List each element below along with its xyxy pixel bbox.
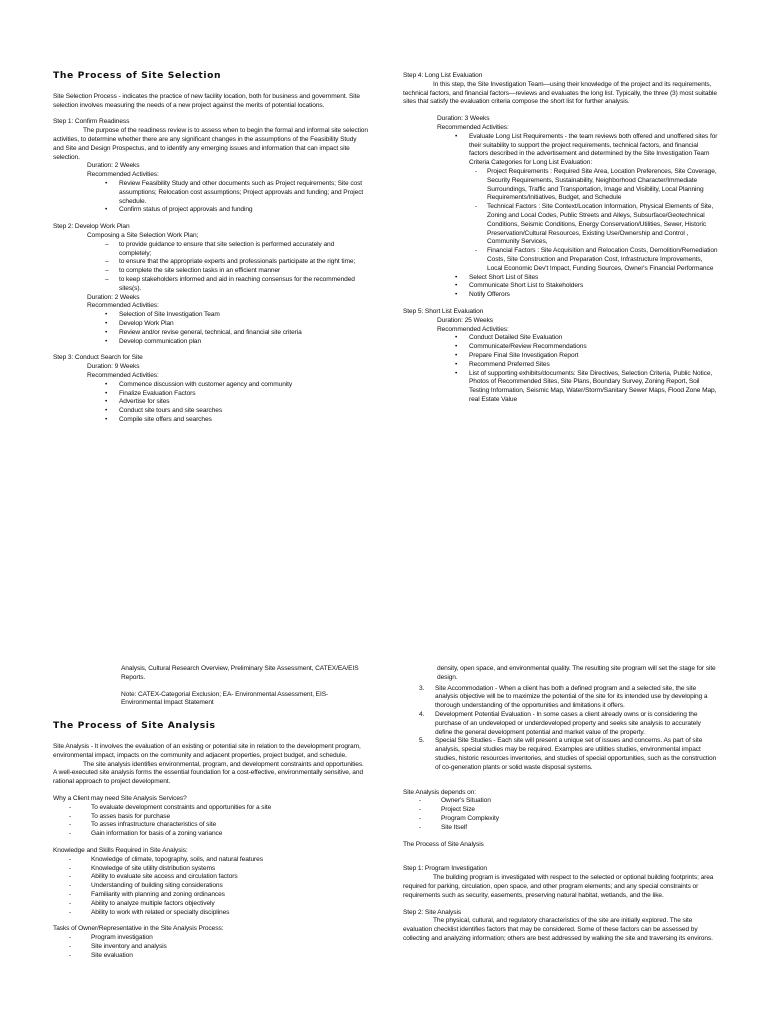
list-item: • Review and/or revise general, technical, and financial site criteria: [105, 329, 368, 338]
list-item: • Compile site offers and searches: [105, 416, 368, 425]
step3-duration: Duration: 9 Weeks: [87, 363, 140, 371]
item-number: 4.: [419, 710, 425, 718]
list-item: - Knowledge of site utility distribution systems: [69, 865, 368, 874]
list-item: - Understanding of building siting considerations: [69, 882, 368, 891]
site-selection-column: [53, 72, 368, 425]
list-item: • Communicate Short List to Stakeholders: [455, 282, 718, 291]
depends-heading: Site Analysis depends on:: [403, 788, 477, 796]
item-text: Special Site Studies - Each site will present a unique set of issues and concerns. As part of site analysis, special studies may be required. Examples are utilities studies, environmental impact studies, historic resources inventories, and studies of special opportunities, such as the construction of co-generation plants or solid waste disposal systems.: [435, 737, 717, 771]
list-item: [419, 711, 718, 737]
tasks-heading: Tasks of Owner/Representative in the Site Analysis Process:: [53, 925, 224, 933]
step2-duration: Duration: 2 Weeks: [87, 293, 140, 301]
step4-text: In this step, the Site Investigation Team—using their knowledge of the project and its requirements, technical factors, and financial factors—reviews and evaluates the long list. Typically, the three (3) most suitable sites that satisfy the evaluation criteria compose the short list for further analysis.: [403, 80, 717, 106]
list-item: - To evaluate development constraints and opportunities for a site: [69, 804, 368, 813]
list-item: - Program investigation: [69, 934, 368, 943]
why-heading: Why a Client may need Site Analysis Services?: [53, 794, 187, 802]
criteria-list: [403, 168, 718, 274]
list-item: - Program Complexity: [419, 815, 718, 824]
item-text: Development Potential Evaluation - In some cases a client already owns or is considering the purchase of an undeveloped or underdeveloped property and seeks site analysis to accurately define the general development potential and market value of the property.: [435, 710, 701, 736]
list-item: • Confirm status of project approvals and funding: [105, 206, 368, 215]
depends-list: [403, 797, 718, 832]
site-selection-title: The Process of Site Selection: [53, 70, 222, 81]
item-text: Site Accommodation - When a client has both a defined program and a selected site, the site analysis objective will be to maximize the potential of the site for its intended use by developing a thorough understanding of the opportunities and limitations it offers.: [435, 684, 708, 710]
step3-heading: Step 3: Conduct Search for Site: [53, 354, 143, 362]
skills-list: [53, 856, 368, 918]
step4-heading: Step 4: Long List Evaluation: [403, 72, 483, 79]
list-item: - Site inventory and analysis: [69, 943, 368, 952]
list-item: • Select Short List of Sites: [455, 274, 718, 283]
step2-text: Composing a Site Selection Work Plan;: [87, 231, 199, 239]
analysis-step-text: The physical, cultural, and regulatory characteristics of the site are initially explored. The site evaluation checklist identifies factors that may be considered. Some of these factors can be assessed by collecting and analyzing information; others are best addressed by walking the site and traversing its environs.: [403, 917, 713, 942]
list-item: - To asses basis for purchase: [69, 813, 368, 822]
process-heading: The Process of Site Analysis: [403, 840, 484, 848]
step1-rec: Recommended Activities:: [87, 171, 159, 179]
list-item: - Project Size: [419, 806, 718, 815]
site-selection-intro: Site Selection Process - indicates the practice of new facility location, both for business and government. Site selection involves measuring the needs of a new project against the merits of potential locations.: [53, 92, 360, 109]
list-item: – to complete the site selection tasks in an efficient manner: [105, 267, 368, 276]
list-item: – to keep stakeholders informed and aid in reaching consensus for the recommended sites(s).: [105, 276, 368, 294]
site-analysis-title: The Process of Site Analysis: [53, 720, 216, 732]
list-item: • Advertise for sites: [105, 398, 368, 407]
site-analysis-column: [53, 665, 368, 961]
step1-heading: Step 1: Confirm Readiness: [53, 118, 130, 126]
list-item: - Ability to evaluate site access and circulation factors: [69, 873, 368, 882]
step2-heading: Step 2: Develop Work Plan: [53, 223, 130, 231]
list-item: • Review Feasibility Study and other documents such as Project requirements; Site cost assumptions; Relocation cost assumptions; Project approvals and funding; and Project schedule.: [105, 180, 368, 206]
list-item: – to provide guidance to ensure that site selection is performed accurately and completely;: [105, 241, 368, 259]
list-item: [419, 737, 718, 772]
list-item: • Develop communication plan: [105, 338, 368, 347]
list-item: • Communicate/Review Recommendations: [455, 343, 718, 352]
list-item: • List of supporting exhibits/documents: Site Directives, Selection Criteria, Public Notice, Photos of Recommended Sites, Site Plans, Boundary Survey, Zoning Report, Soil Testing Information, Seismic Map, Water/Storm/Sanitary Sewer Maps, Flood Zone Map, real Estate Value: [455, 370, 718, 405]
list-item: - Owner's Situation: [419, 797, 718, 806]
step4-activities-2: [403, 274, 718, 300]
step4-rec: Recommended Activities:: [437, 123, 509, 131]
list-item: • Commence discussion with customer agency and community: [105, 381, 368, 390]
list-item: • Conduct site tours and site searches: [105, 407, 368, 416]
list-item: - Financial Factors : Site Acquisition and Relocation Costs, Demolition/Remediation Costs, Site Construction and Preparation Cost, Infrastructure Improvements, Local Economic Dev't Impact, Funding Sources, Owner's Financial Performance: [473, 247, 718, 273]
step5-duration: Duration: 25 Weeks: [437, 316, 493, 324]
list-item: – to ensure that the appropriate experts and professionals participate at the right time;: [105, 258, 368, 267]
list-item: - Site Itself: [419, 824, 718, 833]
step4-duration: Duration: 3 Weeks: [437, 115, 490, 123]
list-item: [455, 133, 718, 168]
step4-criteria-label: Criteria Categories for Long List Evaluation:: [469, 159, 593, 167]
list-item: - Familiarity with planning and zoning ordinances: [69, 891, 368, 900]
step1-duration: Duration: 2 Weeks: [87, 162, 140, 170]
item-number: 3.: [419, 684, 425, 692]
step5-rec: Recommended Activities:: [437, 325, 509, 333]
step5-heading: Step 5: Short List Evaluation: [403, 307, 484, 315]
step2-rec: Recommended Activities:: [87, 302, 159, 310]
analysis-step-heading: Step 2: Site Analysis: [403, 908, 462, 916]
continued-text: density, open space, and environmental quality. The resulting site program will set the stage for site design.: [437, 665, 716, 681]
step2-activities: [53, 311, 368, 346]
list-item: - Gain information for basis of a zoning variance: [69, 830, 368, 839]
list-item: - Site evaluation: [69, 952, 368, 961]
numbered-list: [419, 685, 718, 773]
list-item: - To asses infrastructure characteristics of site: [69, 821, 368, 830]
continued-text: Analysis, Cultural Research Overview, Preliminary Site Assessment, CATEX/EA/EIS Reports.: [121, 665, 359, 681]
list-item: - Ability to analyze multiple factors objectively: [69, 900, 368, 909]
list-item: • Conduct Detailed Site Evaluation: [455, 334, 718, 343]
list-item: • Develop Work Plan: [105, 320, 368, 329]
list-item: • Recommend Preferred Sites: [455, 361, 718, 370]
step1-text: The purpose of the readiness review is to assess when to begin the formal and informal site selection activities, to determine whether there are any significant changes in the assumptions of the Feasibility Study and Site and Design Prospectus, and to identify any emerging issues and information that can impact site selection.: [53, 127, 368, 161]
step4-activities: [403, 133, 718, 168]
program-step-text: The building program is investigated with respect to the selected or optional building footprints; area required for parking, circulation, open space, and other program elements; and any special constraints or requirements such as security, easements, preserving natural habitat, wetlands, and the like.: [403, 874, 714, 899]
list-item: - Project Requirements : Required Site Area, Location Preferences, Site Coverage, Security Requirements, Sustainability, Neighborhood Character/Immediate Surroundings, Traffic and Transportation, Image and Visibility, Local Planning Requirements/Initiatives, Budget, and Schedule: [473, 168, 718, 203]
step2-purposes: [53, 241, 368, 294]
list-item: • Prepare Final Site Investigation Report: [455, 352, 718, 361]
list-item: - Ability to work with related or specialty disciplines: [69, 909, 368, 918]
site-selection-column-2: [403, 72, 718, 405]
site-analysis-intro-2: The site analysis identifies environmental, program, and development constraints and opportunities. A well-executed site analysis forms the essential foundation for a cost-effective, environmentally sensitive, and rational approach to project development.: [53, 760, 364, 786]
why-list: [53, 804, 368, 839]
program-step-heading: Step 1: Program Investigation: [403, 865, 487, 873]
step3-activities: [53, 381, 368, 425]
list-item: • Selection of Site Investigation Team: [105, 311, 368, 320]
list-item: • Finalize Evaluation Factors: [105, 390, 368, 399]
step1-activities: [53, 180, 368, 215]
list-item: [419, 685, 718, 711]
list-item: - Knowledge of climate, topography, soils, and natural features: [69, 856, 368, 865]
step5-activities: [403, 334, 718, 404]
list-item: • Notify Offerors: [455, 291, 718, 300]
item-number: 5.: [419, 737, 425, 745]
step3-rec: Recommended Activities:: [87, 371, 159, 379]
step4-item-text: Evaluate Long List Requirements - the team reviews both offered and unoffered sites for their suitability to support the project requirements, technical factors, and financial factors described in the advertisement and determined by the Site Investigation Team: [469, 132, 718, 158]
site-analysis-column-2: [403, 665, 718, 952]
note-text: Note: CATEX-Categorial Exclusion; EA- Environmental Assessment, EIS-Environmental Impact Statement: [121, 690, 329, 707]
site-analysis-intro: Site Analysis - It involves the evaluation of an existing or potential site in relation to the development program, environmental impact, impacts on the community and adjacent properties, project budget, and schedule.: [53, 742, 361, 759]
list-item: - Technical Factors : Site Context/Location Information, Physical Elements of Site, Zoning and Local Codes, Public Streets and Alleys, Subsurface/Geotechnical Conditions, Seismic Conditions, Energy Conservation/Utilities, Sewer, Historic Preservation/Cultural Resources, Existing Use/Ownership and Control , Community Services,: [473, 203, 718, 247]
skills-heading: Knowledge and Skills Required in Site Analysis:: [53, 846, 188, 854]
tasks-list: [53, 934, 368, 960]
